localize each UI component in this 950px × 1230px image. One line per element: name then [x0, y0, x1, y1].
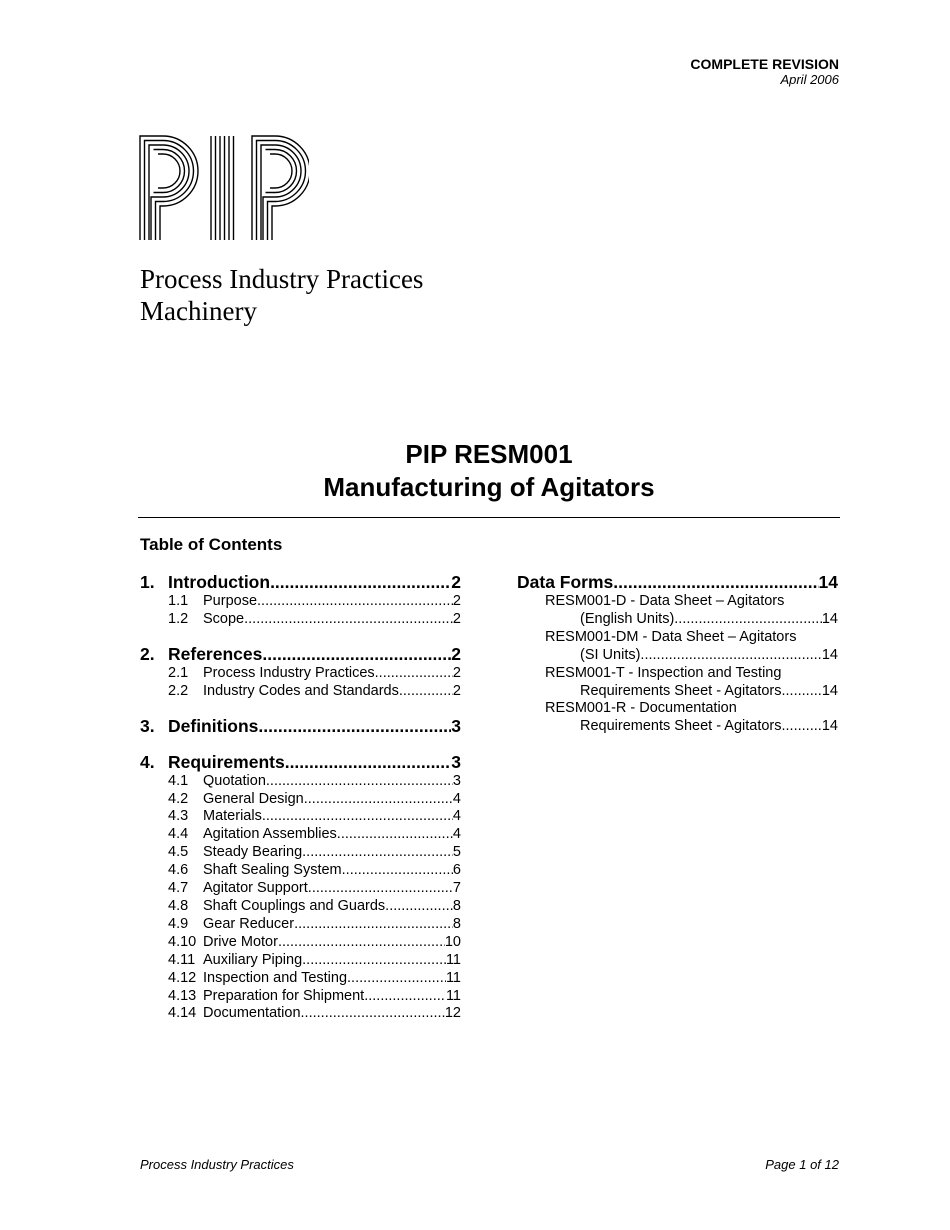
toc-page: 4: [452, 808, 461, 825]
toc-leader: [308, 880, 453, 898]
toc-page: 14: [821, 718, 838, 735]
toc-subsection[interactable]: [168, 611, 461, 629]
toc-sub-title: Scope: [203, 610, 245, 627]
toc-subsection[interactable]: [168, 952, 461, 970]
toc-section-number: 1.: [140, 572, 155, 592]
document-title: [0, 438, 950, 504]
toc-page: 8: [452, 915, 461, 932]
toc-form-entry[interactable]: [517, 629, 838, 665]
toc-sub-number: 2.1: [168, 664, 189, 681]
toc-form-subtitle: Requirements Sheet - Agitators: [580, 682, 782, 699]
toc-page: 11: [445, 987, 461, 1004]
toc-subsection[interactable]: [168, 898, 461, 916]
toc-page: 12: [444, 1005, 461, 1022]
toc-section-title: References: [168, 643, 263, 664]
toc-page: 2: [451, 572, 461, 592]
toc-sub-number: 4.10: [168, 933, 197, 950]
toc-page: 11: [445, 969, 461, 986]
footer-organization: Process Industry Practices: [140, 1157, 294, 1172]
toc-sub-number: 2.2: [168, 682, 189, 699]
toc-sub-number: 4.12: [168, 969, 197, 986]
footer-page-number: Page 1 of 12: [765, 1157, 839, 1172]
toc-page: 3: [452, 772, 461, 789]
toc-section-data-forms[interactable]: [517, 571, 838, 593]
toc-sub-title: Quotation: [203, 772, 266, 789]
toc-subsection[interactable]: [168, 880, 461, 898]
toc-page: 14: [821, 682, 838, 699]
toc-subsection[interactable]: [168, 970, 461, 988]
title-divider: [138, 517, 840, 518]
toc-sub-number: 4.7: [168, 880, 189, 897]
revision-block: [690, 56, 839, 88]
toc-form-title: RESM001-R - Documentation: [545, 700, 737, 717]
toc-leader: [278, 934, 445, 952]
toc-sub-title: General Design: [203, 790, 304, 807]
toc-subsection[interactable]: [168, 916, 461, 934]
toc-page: 4: [452, 826, 461, 843]
toc-leader: [301, 1005, 445, 1023]
toc-leader: [257, 593, 453, 611]
pip-logo: [139, 135, 309, 241]
toc-sub-title: Steady Bearing: [203, 844, 303, 861]
toc-section-title: Introduction: [168, 572, 271, 592]
toc-section[interactable]: [140, 643, 461, 665]
toc-leader: [294, 916, 453, 934]
toc-form-subtitle: (English Units): [580, 610, 675, 627]
toc-leader: [385, 898, 453, 916]
toc-page: 3: [451, 715, 461, 736]
toc-subsection[interactable]: [168, 826, 461, 844]
toc-sub-title: Agitator Support: [203, 880, 308, 897]
revision-date: April 2006: [780, 72, 839, 87]
toc-sub-title: Gear Reducer: [203, 915, 295, 932]
pip-logo-graphic: [139, 135, 309, 241]
toc-leader: [674, 611, 822, 629]
toc-subsection[interactable]: [168, 683, 461, 701]
toc-subsection[interactable]: [168, 934, 461, 952]
toc-leader: [342, 862, 453, 880]
toc-sub-title: Auxiliary Piping: [203, 951, 303, 968]
toc-form-title: RESM001-DM - Data Sheet – Agitators: [545, 628, 797, 645]
toc-sub-number: 4.2: [168, 790, 189, 807]
toc-form-title: RESM001-D - Data Sheet – Agitators: [545, 593, 785, 609]
toc-page: 2: [452, 593, 461, 609]
toc-page: 14: [821, 610, 838, 627]
toc-leader: [399, 683, 453, 701]
toc-page: 10: [444, 933, 461, 950]
toc-form-title: RESM001-T - Inspection and Testing: [545, 664, 782, 681]
toc-sub-title: Agitation Assemblies: [203, 826, 337, 843]
toc-subsection[interactable]: [168, 808, 461, 826]
toc-form-subtitle: (SI Units): [580, 646, 641, 663]
toc-sub-number: 1.1: [168, 593, 189, 609]
toc-leader: [285, 751, 452, 773]
toc-leader: [364, 988, 446, 1006]
toc-subsection[interactable]: [168, 844, 461, 862]
toc-leader: [375, 665, 453, 683]
toc-sub-title: Materials: [203, 808, 262, 825]
toc-sub-number: 4.8: [168, 897, 189, 914]
toc-section-number: 4.: [140, 751, 155, 772]
toc-sub-number: 4.6: [168, 862, 189, 879]
toc-section-number: 3.: [140, 715, 155, 736]
document-number: PIP RESM001: [405, 439, 573, 469]
toc-sub-number: 4.5: [168, 844, 189, 861]
toc-page: 4: [452, 790, 461, 807]
toc-page: 8: [452, 897, 461, 914]
toc-page: 5: [452, 844, 461, 861]
toc-leader: [613, 571, 818, 593]
toc-sub-number: 4.4: [168, 826, 189, 843]
toc-section[interactable]: [140, 715, 461, 737]
toc-sub-number: 4.9: [168, 915, 189, 932]
toc-leader: [270, 571, 451, 593]
toc-leader: [304, 791, 453, 809]
toc-leader: [337, 826, 453, 844]
toc-section[interactable]: [140, 751, 461, 773]
toc-page: 14: [821, 646, 838, 663]
toc-subsection[interactable]: [168, 862, 461, 880]
toc-form-entry[interactable]: [517, 593, 838, 629]
toc-leader: [782, 718, 822, 736]
toc-page: 11: [445, 951, 461, 968]
toc-section-title: Requirements: [168, 751, 285, 772]
toc-form-entry[interactable]: [517, 665, 838, 701]
organization-line1: Process Industry Practices: [140, 264, 424, 294]
toc-sub-title: Purpose: [203, 593, 258, 609]
toc-leader: [782, 683, 822, 701]
toc-subsection[interactable]: [168, 773, 461, 791]
toc-page: 7: [452, 880, 461, 897]
toc-subsection[interactable]: [168, 988, 461, 1006]
toc-sub-title: Inspection and Testing: [203, 969, 348, 986]
toc-right-column: [517, 571, 838, 736]
toc-sub-number: 4.13: [168, 987, 197, 1004]
toc-leader: [640, 647, 821, 665]
toc-sub-number: 4.14: [168, 1005, 197, 1022]
toc-section-title: Definitions: [168, 715, 259, 736]
toc-subsection[interactable]: [168, 593, 461, 611]
toc-heading: Table of Contents: [140, 535, 283, 554]
organization-name: [140, 263, 423, 327]
toc-leader: [266, 773, 453, 791]
toc-section-number: 2.: [140, 643, 155, 664]
toc-sub-title: Shaft Sealing System: [203, 862, 342, 879]
toc-section[interactable]: [140, 571, 461, 593]
revision-label: COMPLETE REVISION: [690, 56, 839, 72]
toc-leader: [302, 952, 446, 970]
toc-leader: [347, 970, 446, 988]
toc-subsection[interactable]: [168, 1005, 461, 1023]
toc-page: 2: [451, 643, 461, 664]
toc-page: 2: [452, 664, 461, 681]
toc-sub-title: Shaft Couplings and Guards: [203, 897, 386, 914]
toc-page: 3: [451, 751, 461, 772]
toc-sub-number: 4.11: [168, 951, 196, 968]
toc-leader: [262, 643, 451, 665]
toc-leader: [244, 611, 453, 629]
toc-page: 6: [452, 862, 461, 879]
toc-page: 2: [452, 682, 461, 699]
toc-leader: [302, 844, 453, 862]
toc-page: 2: [452, 610, 461, 627]
toc-sub-number: 4.1: [168, 772, 189, 789]
toc-sub-number: 1.2: [168, 610, 189, 627]
toc-leader: [258, 715, 451, 737]
toc-form-subtitle: Requirements Sheet - Agitators: [580, 718, 782, 735]
toc-subsection[interactable]: [168, 791, 461, 809]
toc-left-column: [140, 571, 461, 1023]
toc-sub-title: Documentation: [203, 1005, 301, 1022]
toc-form-entry[interactable]: [517, 700, 838, 736]
toc-section-title: Data Forms: [517, 572, 614, 592]
organization-line2: Machinery: [140, 296, 257, 326]
toc-sub-title: Industry Codes and Standards: [203, 682, 399, 699]
toc-leader: [262, 808, 453, 826]
toc-sub-title: Drive Motor: [203, 933, 278, 950]
toc-sub-title: Preparation for Shipment: [203, 987, 365, 1004]
toc-subsection[interactable]: [168, 665, 461, 683]
toc-sub-number: 4.3: [168, 808, 189, 825]
document-name: Manufacturing of Agitators: [323, 472, 655, 502]
toc-page: 14: [818, 572, 838, 592]
toc-sub-title: Process Industry Practices: [203, 664, 375, 681]
